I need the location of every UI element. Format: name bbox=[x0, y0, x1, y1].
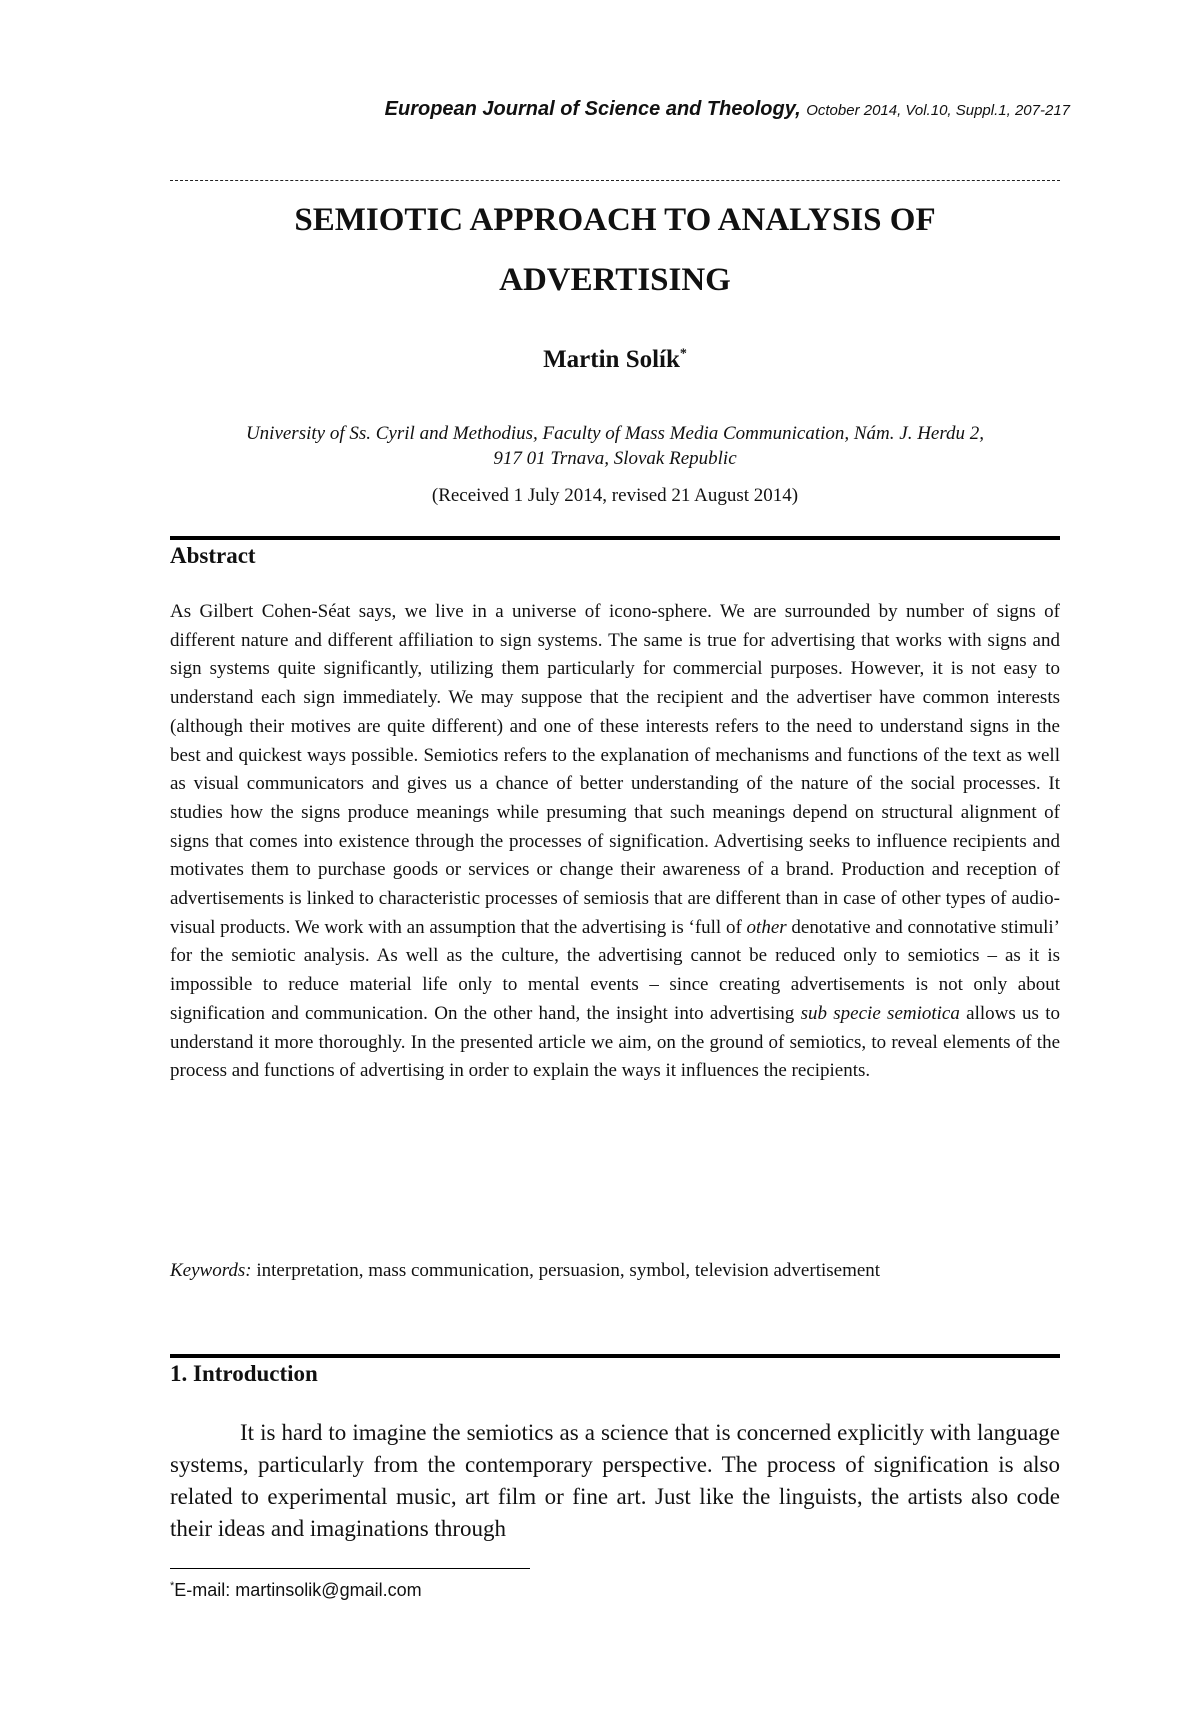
footnote-mark: * bbox=[170, 1580, 175, 1592]
journal-issue: October 2014, Vol.10, Suppl.1, 207-217 bbox=[806, 102, 1070, 119]
intro-heading: 1. Introduction bbox=[170, 1361, 318, 1386]
abstract-italic-2: sub specie semiotica bbox=[800, 1002, 960, 1024]
affiliation bbox=[170, 421, 1060, 471]
abstract-heading: Abstract bbox=[170, 543, 256, 568]
abstract-part-3: allows us to understand it more thoroughly. In the presented article we aim, on the ground of semiotics, to reveal elements of the process and functions of advertising in order to explain the ways it influences the recipients. bbox=[170, 1002, 1061, 1082]
abstract-part-1: As Gilbert Cohen-Séat says, we live in a universe of icono-sphere. We are surrounded by number of signs of different nature and different affiliation to sign systems. The same is true for advertising that works with signs and sign systems quite significantly, utilizing them particularly for commercial purposes. However, it is not easy to understand each sign immediately. We may suppose that the recipient and the advertiser have common interests (although their motives are quite different) and one of these interests refers to the need to understand signs in the best and quickest ways possible. Semiotics refers to the explanation of mechanisms and functions of the text as well as visual communicators and gives us a chance of better understanding of the nature of the social processes. It studies how the signs produce meanings while presuming that such meanings depend on structural alignment of signs that comes into existence through the processes of signification. Advertising seeks to influence recipients and motivates them to purchase goods or services or change their awareness of a brand. Production and reception of advertisements is linked to characteristic processes of semiosis that are different than in case of other types of audio-visual products. We work with an assumption that the advertising is ‘full of bbox=[170, 601, 1060, 938]
title-line-2: ADVERTISING bbox=[499, 262, 731, 298]
intro-top-rule bbox=[170, 1354, 1060, 1358]
abstract-part-2: denotative and connotative stimuli’ for the semiotic analysis. As well as the culture, the advertising cannot be reduced only to semiotics – as it is impossible to reduce material life only to mental events – since creating advertisements is not only about signification and communication. On the other hand, the insight into advertising bbox=[170, 916, 1060, 1024]
author-name: Martin Solík bbox=[543, 346, 680, 373]
received-dates: (Received 1 July 2014, revised 21 August 2014) bbox=[431, 485, 799, 506]
journal-name: European Journal of Science and Theology, bbox=[384, 98, 801, 120]
abstract-top-rule bbox=[170, 536, 1060, 540]
footnote bbox=[170, 1580, 422, 1601]
abstract-text bbox=[170, 598, 1060, 1086]
paper-title bbox=[170, 190, 1060, 310]
affiliation-line-2: 917 01 Trnava, Slovak Republic bbox=[493, 448, 737, 469]
keywords-text: interpretation, mass communication, persuasion, symbol, television advertisement bbox=[251, 1260, 881, 1281]
title-line-1: SEMIOTIC APPROACH TO ANALYSIS OF bbox=[294, 202, 936, 238]
keywords bbox=[170, 1257, 1060, 1285]
author-footnote-mark: * bbox=[679, 346, 687, 362]
footnote-rule bbox=[170, 1568, 530, 1569]
keywords-label: Keywords: bbox=[170, 1260, 252, 1281]
running-header bbox=[170, 98, 1070, 121]
intro-text: It is hard to imagine the semiotics as a science that is concerned explicitly with language systems, particularly from the contemporary perspective. The process of signification is also related to experimental music, art film or fine art. Just like the linguists, the artists also code their ideas and imaginations through bbox=[170, 1420, 1060, 1541]
author bbox=[170, 346, 1060, 374]
affiliation-line-1: University of Ss. Cyril and Methodius, Faculty of Mass Media Communication, Nám. J. Herdu 2, bbox=[245, 423, 985, 444]
abstract-italic-1: other bbox=[746, 916, 787, 938]
footnote-email: E-mail: martinsolik@gmail.com bbox=[174, 1580, 422, 1600]
header-divider bbox=[170, 180, 1060, 181]
